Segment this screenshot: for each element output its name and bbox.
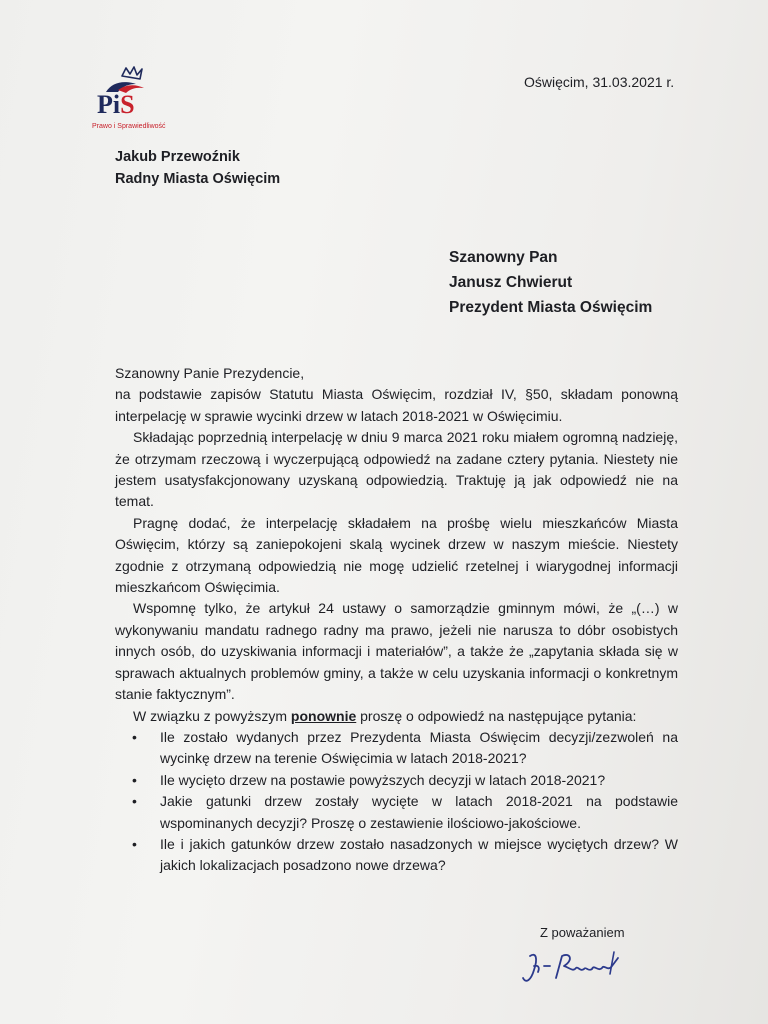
paragraph-4: Wspomnę tylko, że artykuł 24 ustawy o samorządzie gminnym mówi, że „(…) w wykonywaniu mandatu radnego radny ma prawo, jeżeli nie narusza to dóbr osobistych innych osób, do uzyskiwania informacji i materiałów”, a także że „zapytania składa się w sprawach aktualnych problemów gminy, a także w celu uzyskania informacji o konkretnym stanie faktycznym”. bbox=[115, 600, 678, 703]
sender-name: Jakub Przewoźnik bbox=[115, 149, 240, 165]
list-item: • Ile wycięto drzew na postawie powyższych decyzji w latach 2018-2021? bbox=[115, 770, 678, 791]
greeting: Szanowny Panie Prezydencie, bbox=[115, 365, 305, 381]
list-item: • Ile zostało wydanych przez Prezydenta Miasta Oświęcim decyzji/zezwoleń na wycinkę drzew na terenie Oświęcimia w latach 2018-2021? bbox=[115, 727, 678, 770]
logo-letter-s: S bbox=[120, 90, 135, 119]
logo-letter-i: i bbox=[112, 90, 121, 119]
questions-intro-emphasis: ponownie bbox=[290, 707, 357, 724]
sender-role: Radny Miasta Oświęcim bbox=[115, 171, 281, 187]
recipient-name: Janusz Chwierut bbox=[449, 274, 573, 291]
sender-block bbox=[115, 146, 280, 190]
party-logo bbox=[92, 66, 172, 138]
logo-wordmark bbox=[97, 92, 135, 118]
letter-date: Oświęcim, 31.03.2021 r. bbox=[524, 74, 675, 90]
paragraph-2: Składając poprzednią interpelację w dniu 9 marca 2021 roku miałem ogromną nadzieję, że otrzymam rzeczową i wyczerpującą odpowiedź na zadane cztery pytania. Niestety nie jestem usatysfakcjonowany uzyskaną odpowiedzią. Traktuję ją jak odpowiedź nie na temat. bbox=[115, 429, 678, 510]
handwritten-signature bbox=[518, 942, 638, 992]
logo-tagline: Prawo i Sprawiedliwość bbox=[92, 123, 166, 130]
logo-letter-p: P bbox=[97, 90, 113, 119]
paragraph-3: Pragnę dodać, że interpelację składałem na prośbę wielu mieszkańców Miasta Oświęcim, którzy są zaniepokojeni skalą wycinek drzew w naszym mieście. Niestety zgodnie z otrzymaną odpowiedzią nie mogę udzielić rzetelnej i wiarygodnej informacji mieszkańcom Oświęcimia. bbox=[115, 514, 678, 596]
questions-intro-after: proszę o odpowiedź na następujące pytania: bbox=[356, 707, 637, 724]
questions-list bbox=[115, 727, 678, 877]
paragraph-1: na podstawie zapisów Statutu Miasta Oświęcim, rozdział IV, §50, składam ponowną interpelację w sprawie wycinki drzew w latach 2018-2021 w Oświęcimiu. bbox=[115, 386, 678, 424]
letter-body bbox=[115, 363, 678, 877]
recipient-role: Prezydent Miasta Oświęcim bbox=[449, 299, 653, 316]
questions-intro bbox=[115, 706, 678, 727]
recipient-salutation: Szanowny Pan bbox=[449, 249, 558, 266]
closing-phrase: Z poważaniem bbox=[540, 925, 625, 940]
recipient-block bbox=[449, 245, 652, 320]
questions-intro-before: W związku z powyższym bbox=[133, 707, 291, 724]
list-item: • Ile i jakich gatunków drzew zostało nasadzonych w miejsce wyciętych drzew? W jakich lokalizacjach posadzono nowe drzewa? bbox=[115, 834, 678, 877]
list-item: • Jakie gatunki drzew zostały wycięte w latach 2018-2021 na podstawie wspominanych decyzji? Proszę o zestawienie ilościowo-jakościowe. bbox=[115, 791, 678, 834]
